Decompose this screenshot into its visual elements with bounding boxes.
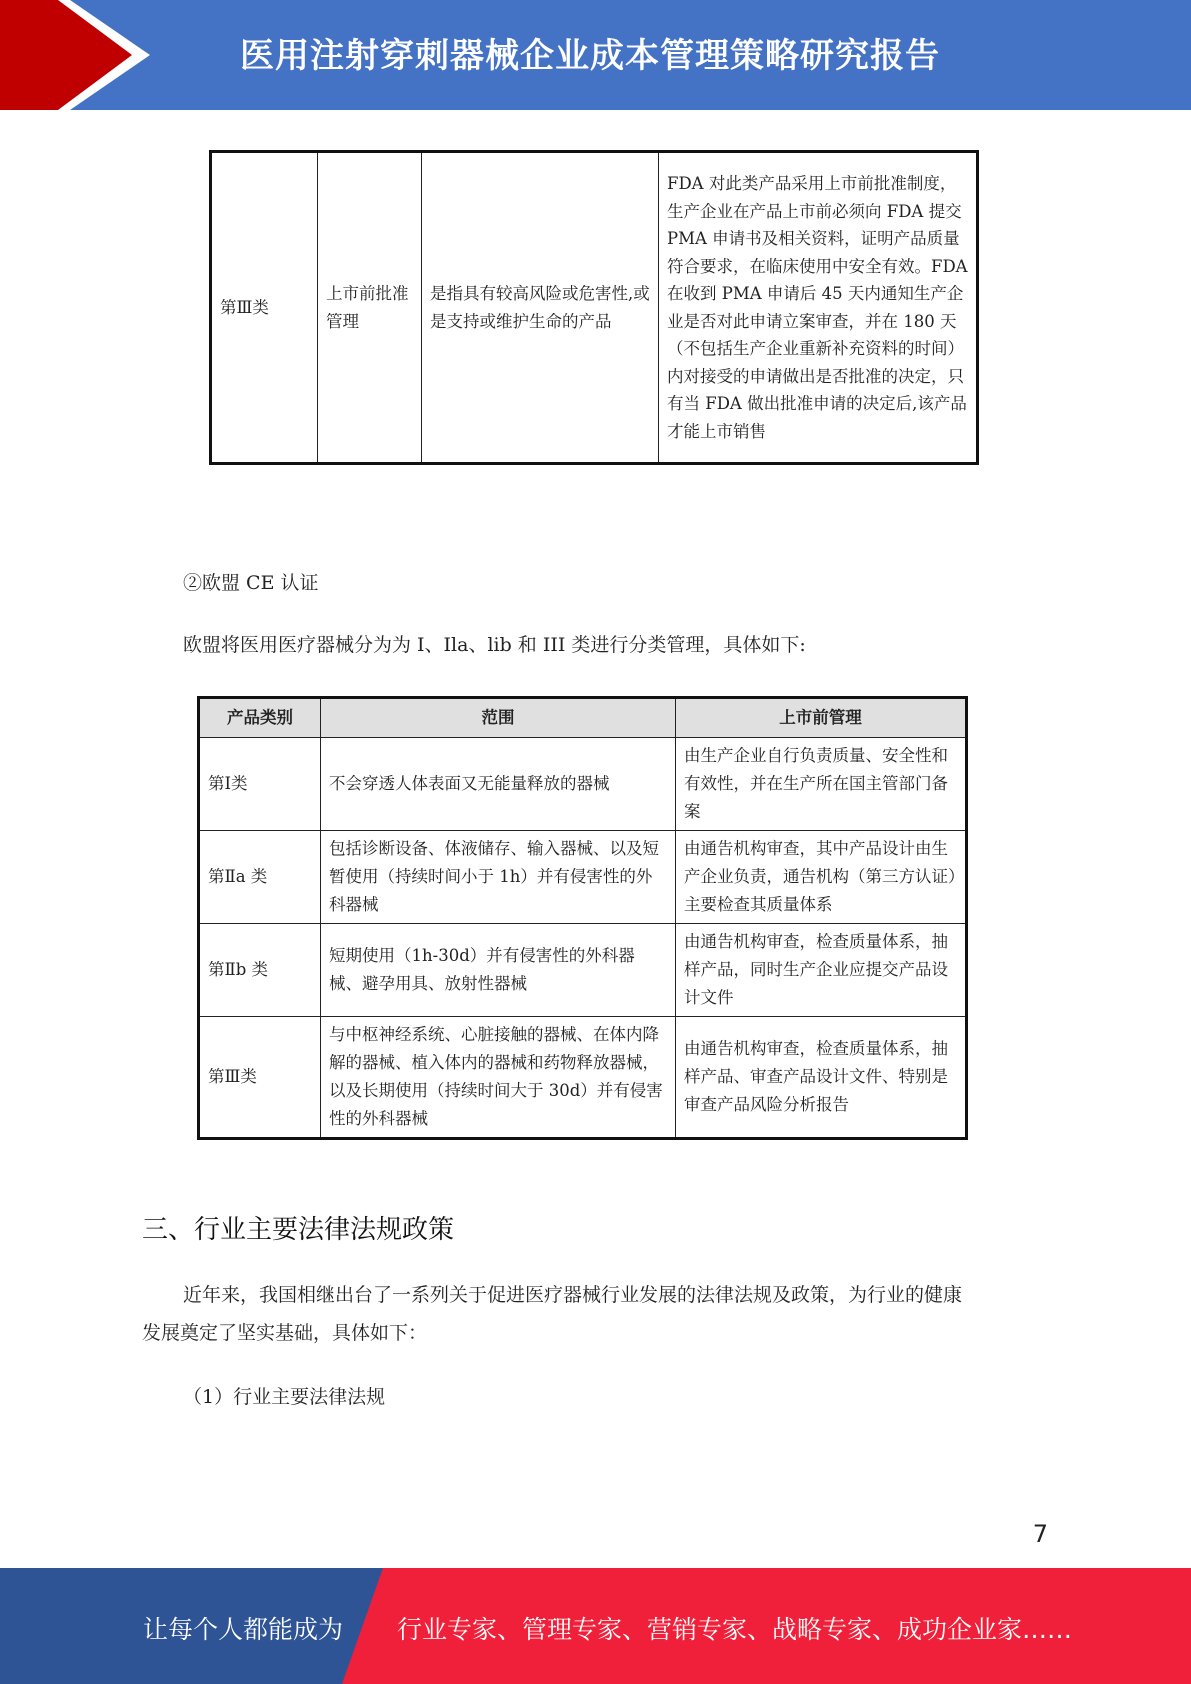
table-row xyxy=(199,831,967,924)
footer-slogan-right: 行业专家、管理专家、营销专家、战略专家、成功企业家…… xyxy=(397,1615,1073,1644)
page-number: 7 xyxy=(1032,1520,1048,1548)
table-row xyxy=(211,152,978,464)
management-cell: 由通告机构审查，其中产品设计由生产企业负责，通告机构（第三方认证）主要检查其质量体系 xyxy=(676,831,967,924)
scope-cell: 包括诊断设备、体液储存、输入器械、以及短暂使用（持续时间小于 1h）并有侵害性的外科器械 xyxy=(321,831,676,924)
column-header: 上市前管理 xyxy=(676,698,967,738)
fda-class-table xyxy=(209,150,979,465)
eu-ce-subtitle: ②欧盟 CE 认证 xyxy=(183,572,319,594)
footer-slogan-left: 让每个人都能成为 xyxy=(143,1615,344,1644)
category-cell: 第Ⅲ类 xyxy=(211,152,318,464)
report-title: 医用注射穿刺器械企业成本管理策略研究报告 xyxy=(240,36,940,76)
scope-cell: 与中枢神经系统、心脏接触的器械、在体内降解的器械、植入体内的器械和药物释放器械，以及长期使用（持续时间大于 30d）并有侵害性的外科器械 xyxy=(321,1017,676,1139)
header-chevron-decoration xyxy=(0,0,150,110)
table-row xyxy=(199,738,967,831)
column-header: 范围 xyxy=(321,698,676,738)
laws-sub-item: （1）行业主要法律法规 xyxy=(183,1386,386,1408)
scope-cell: 短期使用（1h-30d）并有侵害性的外科器械、避孕用具、放射性器械 xyxy=(321,924,676,1017)
scope-cell: 不会穿透人体表面又无能量释放的器械 xyxy=(321,738,676,831)
table-header-row xyxy=(199,698,967,738)
table-row xyxy=(199,924,967,1017)
section-paragraph-line-2: 发展奠定了坚实基础，具体如下： xyxy=(142,1322,428,1344)
column-header: 产品类别 xyxy=(199,698,321,738)
section-paragraph-line-1: 近年来，我国相继出台了一系列关于促进医疗器械行业发展的法律法规及政策，为行业的健康 xyxy=(183,1284,963,1306)
category-cell: 第Ⅰ类 xyxy=(199,738,321,831)
management-cell: 由通告机构审查，检查质量体系，抽样产品、审查产品设计文件、特别是审查产品风险分析报告 xyxy=(676,1017,967,1139)
table-row xyxy=(199,1017,967,1139)
category-cell: 第Ⅱa 类 xyxy=(199,831,321,924)
eu-classification-table xyxy=(197,696,968,1140)
category-cell: 第Ⅱb 类 xyxy=(199,924,321,1017)
description-cell: FDA 对此类产品采用上市前批准制度，生产企业在产品上市前必须向 FDA 提交 PMA 申请书及相关资料，证明产品质量符合要求，在临床使用中安全有效。FDA 在收到 PMA 申请后 45 天内通知生产企业是否对此申请立案审查，并在 180 天（不包括生产企业重新补充资料的时间）内对接受的申请做出是否批准的决定，只有当 FDA 做出批准申请的决定后,该产品才能上市销售 xyxy=(659,152,978,464)
page-header xyxy=(0,0,1191,110)
category-cell: 第Ⅲ类 xyxy=(199,1017,321,1139)
page-footer xyxy=(0,1568,1191,1684)
section-heading: 三、行业主要法律法规政策 xyxy=(142,1215,455,1245)
management-cell: 由通告机构审查，检查质量体系，抽样产品，同时生产企业应提交产品设计文件 xyxy=(676,924,967,1017)
management-cell: 上市前批准管理 xyxy=(318,152,422,464)
scope-cell: 是指具有较高风险或危害性,或是支持或维护生命的产品 xyxy=(422,152,659,464)
eu-classification-intro: 欧盟将医用医疗器械分为为 I、Ila、lib 和 III 类进行分类管理，具体如下: xyxy=(183,634,806,656)
management-cell: 由生产企业自行负责质量、安全性和有效性，并在生产所在国主管部门备案 xyxy=(676,738,967,831)
